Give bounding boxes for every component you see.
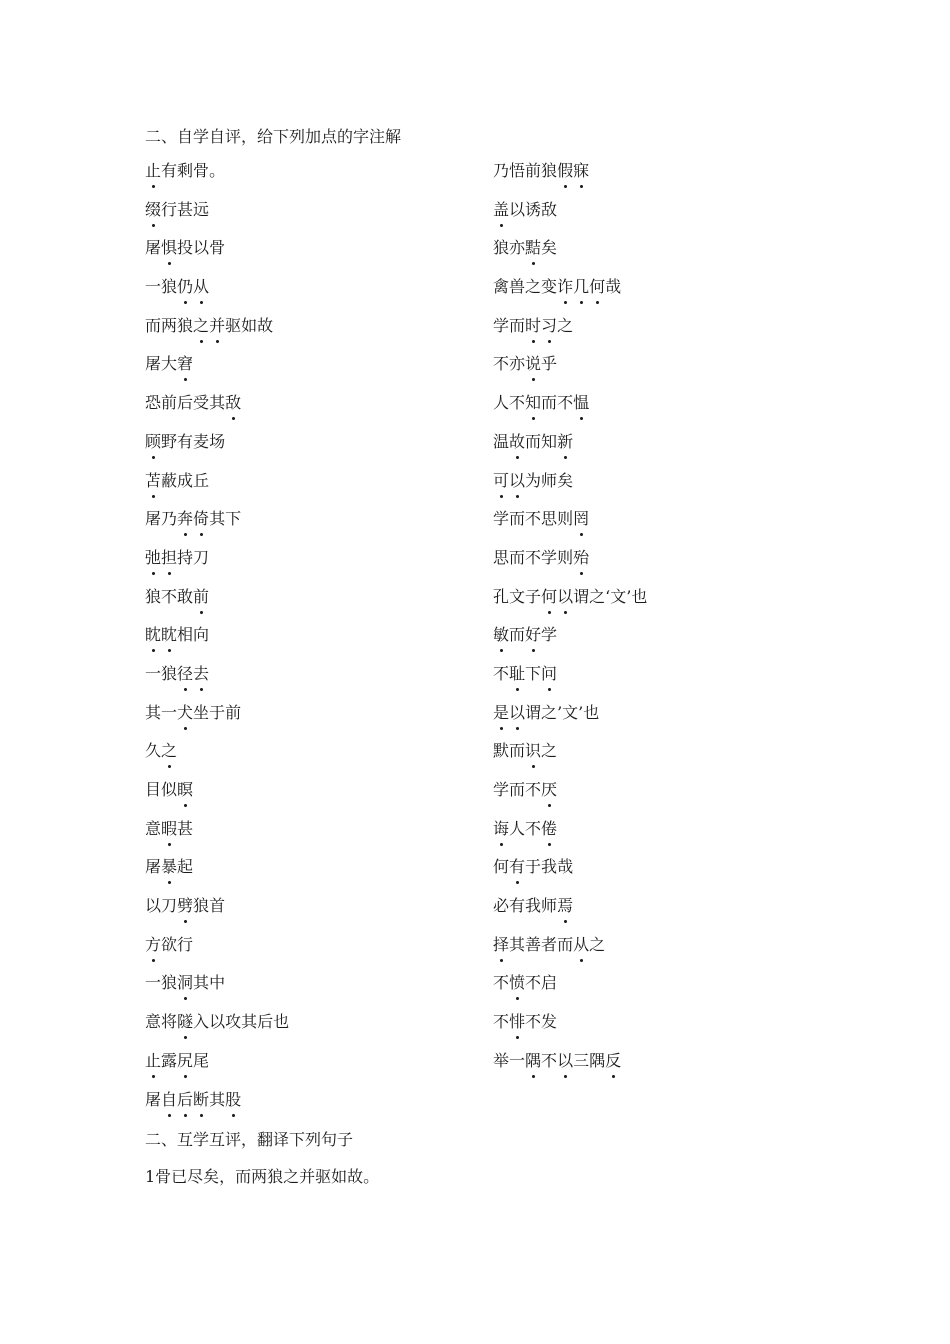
left-vocab-item: 一狼径去 [145,663,210,683]
right-vocab-item: 何有于我哉 [493,857,574,877]
left-vocab-item: 止有剩骨。 [145,161,226,180]
left-vocab-item: 屠暴起 [145,857,194,877]
left-vocab-item: 屠大窘 [145,354,194,374]
left-vocab-item: 一狼洞其中 [145,973,226,993]
right-vocab-item: 必有我师焉 [493,896,574,916]
left-vocab-item: 方欲行 [145,934,194,954]
left-vocab-item: 苫蔽成丘 [145,470,210,490]
right-vocab-item: 狼亦黠矣 [493,238,558,258]
right-vocab-item: 温故而知新 [493,431,574,451]
right-vocab-item: 思而不学则殆 [493,547,590,567]
right-vocab-item: 择其善者而从之 [493,934,606,954]
right-vocab-item: 乃悟前狼假寐 [493,161,590,180]
right-vocab-item: 孔文子何以谓之‘文’也 [493,586,648,606]
left-vocab-item: 屠乃奔倚其下 [145,509,242,529]
right-vocab-item: 不亦说乎 [493,354,558,374]
right-vocab-item: 人不知而不愠 [493,393,590,413]
left-vocab-item: 狼不敢前 [145,586,210,606]
section-2-title: 二、互学互评，翻译下列句子 [145,1130,354,1149]
left-vocab-item: 顾野有麦场 [145,431,226,451]
left-vocab-item: 以刀劈狼首 [145,896,226,916]
left-vocab-item: 意将隧入以攻其后也 [145,1012,290,1032]
right-vocab-item: 学而时习之 [493,315,574,335]
left-vocab-item: 屠自后断其股 [145,1089,242,1109]
left-vocab-item: 一狼仍从 [145,277,210,297]
left-vocab-item: 久之 [145,741,178,761]
left-vocab-item: 弛担持刀 [145,547,210,567]
section-1-title: 二、自学自评，给下列加点的字注解 [145,127,402,146]
right-vocab-item: 举一隅不以三隅反 [493,1050,622,1070]
left-vocab-item: 恐前后受其敌 [145,393,242,413]
right-vocab-item: 不悱不发 [493,1012,558,1032]
left-vocab-item: 意暇甚 [145,818,194,838]
right-vocab-item: 盖以诱敌 [493,199,558,219]
left-vocab-item: 眈眈相向 [145,625,210,645]
left-column-items [145,160,475,1127]
left-vocab-item: 止露尻尾 [145,1050,210,1070]
right-vocab-item: 是以谓之’文’也 [493,702,600,722]
right-vocab-item: 禽兽之变诈几何哉 [493,277,622,297]
left-vocab-item: 目似瞑 [145,780,194,799]
right-vocab-item: 学而不思则罔 [493,509,590,529]
right-vocab-item: 不耻下问 [493,663,558,683]
left-vocab-item: 其一犬坐于前 [145,702,242,722]
right-vocab-item: 默而识之 [493,741,558,761]
right-vocab-item: 可以为师矣 [493,470,574,490]
translation-sentence-1: 1骨已尽矣，而两狼之并驱如故。 [145,1167,380,1186]
right-vocab-item: 敏而好学 [493,625,558,645]
right-vocab-item: 学而不厌 [493,780,558,799]
right-vocab-item: 不愤不启 [493,973,558,993]
right-vocab-item: 诲人不倦 [493,818,558,838]
left-vocab-item: 而两狼之并驱如故 [145,315,274,335]
right-column-items [493,160,823,1089]
left-vocab-item: 缀行甚远 [145,199,210,219]
left-vocab-item: 屠惧投以骨 [145,238,226,258]
